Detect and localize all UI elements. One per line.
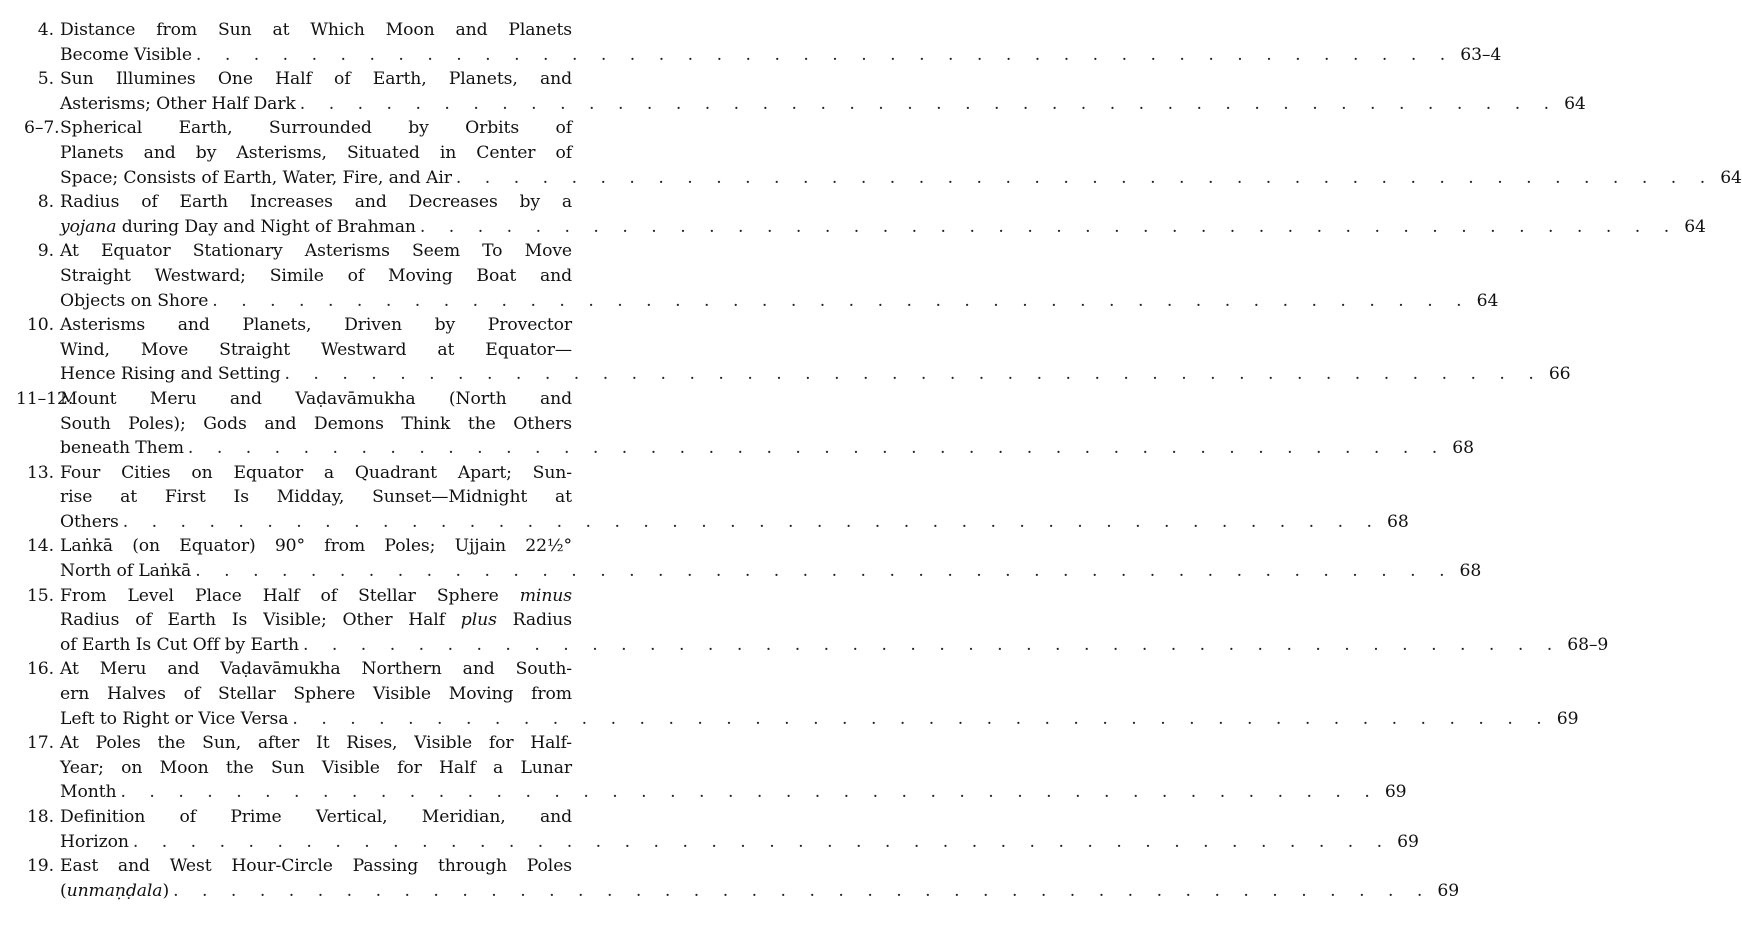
entry-title-line: At Poles the Sun, after It Rises, Visible for Half-: [60, 733, 572, 754]
entry-title-line: Asterisms; Other Half Dark: [60, 93, 296, 114]
entry-number: 14.: [26, 536, 54, 557]
page-number: 66: [1548, 364, 1571, 385]
entry-title-line: Month: [60, 782, 117, 803]
entry-title-last-line: [60, 510, 1409, 535]
toc-entry: [24, 534, 1482, 583]
entry-title-line: Left to Right or Vice Versa: [60, 708, 289, 729]
dot-leader: . . . . . . . . . . . . . . . . . . . . . . . . . . . . . . . . . . . . . . . . . . . .: [120, 782, 1379, 803]
dot-leader: . . . . . . . . . . . . . . . . . . . . . . . . . . . . . . . . . . . . . . . . . . . .: [292, 708, 1551, 729]
toc-entry: [24, 313, 1571, 387]
entry-title-line: Wind, Move Straight Westward at Equator—: [60, 339, 572, 360]
toc-entry: [24, 461, 1409, 535]
entry-title-line: Objects on Shore: [60, 290, 209, 311]
entry-title-line: Four Cities on Equator a Quadrant Apart; Sun-: [60, 462, 572, 483]
toc-entry: [16, 387, 1474, 461]
entry-title-last-line: [60, 879, 1460, 904]
entry-number: 6–7.: [24, 118, 60, 139]
entry-title-line: Planets and by Asterisms, Situated in Center of: [60, 142, 572, 163]
entry-title-line: Laṅkā (on Equator) 90° from Poles; Ujjain 22½°: [60, 536, 572, 557]
entry-title-line: rise at First Is Midday, Sunset—Midnight at: [60, 487, 572, 508]
entry-number: 8.: [37, 192, 54, 213]
entry-title-line: Hence Rising and Setting: [60, 364, 281, 385]
entry-title-line: At Equator Stationary Asterisms Seem To Move: [60, 241, 572, 262]
entry-title-line: Become Visible: [60, 44, 192, 65]
entry-title-line: ern Halves of Stellar Sphere Visible Moving from: [60, 684, 572, 705]
dot-leader: . . . . . . . . . . . . . . . . . . . . . . . . . . . . . . . . . . . . . . . . . . . .: [212, 290, 1471, 311]
page-number: 69: [1397, 831, 1419, 852]
entry-title-line: Others: [60, 511, 119, 532]
toc-entry: [24, 239, 1499, 313]
page-number: 64: [1684, 216, 1706, 237]
entry-title-line: At Meru and Vaḍavāmukha Northern and South-: [60, 659, 572, 680]
entry-title-line: beneath Them: [60, 438, 184, 459]
page-number: 69: [1384, 782, 1407, 803]
entry-title-line: Straight Westward; Simile of Moving Boat and: [60, 265, 572, 286]
entry-number: 16.: [26, 659, 54, 680]
entry-title-line: Mount Meru and Vaḍavāmukha (North and: [60, 388, 572, 409]
entry-title-line: Spherical Earth, Surrounded by Orbits of: [60, 118, 572, 139]
entry-title-last-line: [60, 92, 1586, 117]
entry-title-last-line: [60, 830, 1419, 855]
dot-leader: . . . . . . . . . . . . . . . . . . . . . . . . . . . . . . . . . . . . . . . . . . . .: [122, 511, 1382, 532]
dot-leader: . . . . . . . . . . . . . . . . . . . . . . . . . . . . . . . . . . . . . . . . . . . .: [187, 438, 1447, 459]
entry-title-last-line: [60, 43, 1502, 68]
dot-leader: . . . . . . . . . . . . . . . . . . . . . . . . . . . . . . . . . . . . . . . . . . . .: [195, 44, 1455, 65]
entry-title-last-line: [60, 362, 1571, 387]
page-number: 68: [1452, 438, 1474, 459]
entry-number: 10.: [26, 315, 54, 336]
toc-entry: [24, 805, 1419, 854]
entry-title-line: Sun Illumines One Half of Earth, Planets, and: [60, 69, 572, 90]
page-number: 64: [1720, 167, 1742, 188]
entry-title-last-line: [60, 559, 1482, 584]
toc-entry: [24, 584, 1609, 658]
page-number: 68: [1387, 511, 1409, 532]
toc-entry: [24, 731, 1407, 805]
entry-title-line: North of Laṅkā: [60, 561, 192, 582]
dot-leader: . . . . . . . . . . . . . . . . . . . . . . . . . . . . . . . . . . . . . . . . . . . .: [302, 634, 1562, 655]
page-number: 68–9: [1567, 634, 1609, 655]
entry-number: 13.: [26, 462, 54, 483]
entry-title-line: yojana during Day and Night of Brahman: [60, 216, 416, 237]
entry-title-last-line: [60, 780, 1407, 805]
entry-title-line: Year; on Moon the Sun Visible for Half a Lunar: [60, 757, 572, 778]
entry-title-last-line: [60, 289, 1499, 314]
page-number: 64: [1564, 93, 1586, 114]
dot-leader: . . . . . . . . . . . . . . . . . . . . . . . . . . . . . . . . . . . . . . . . . . . .: [173, 880, 1432, 901]
page-number: 69: [1556, 708, 1579, 729]
entry-number: 17.: [26, 733, 54, 754]
entry-title-line: Asterisms and Planets, Driven by Provector: [60, 315, 572, 336]
entry-title-line: Horizon: [60, 831, 129, 852]
entry-title-last-line: [60, 215, 1706, 240]
dot-leader: . . . . . . . . . . . . . . . . . . . . . . . . . . . . . . . . . . . . . . . . . . . .: [284, 364, 1543, 385]
page-number: 69: [1437, 880, 1460, 901]
entry-title-last-line: [60, 707, 1579, 732]
toc-entry: [24, 854, 1460, 903]
entry-number: 4.: [37, 20, 54, 40]
entry-title-line: Space; Consists of Earth, Water, Fire, and Air: [60, 167, 452, 188]
entry-title-line: East and West Hour-Circle Passing through Poles: [60, 856, 572, 877]
toc-entry: [24, 116, 1742, 190]
dot-leader: . . . . . . . . . . . . . . . . . . . . . . . . . . . . . . . . . . . . . . . . . . . .: [419, 216, 1679, 237]
entry-title-last-line: [60, 436, 1474, 461]
toc-entry: [24, 657, 1579, 731]
dot-leader: . . . . . . . . . . . . . . . . . . . . . . . . . . . . . . . . . . . . . . . . . . . .: [299, 93, 1559, 114]
entry-title-last-line: [60, 166, 1742, 191]
entry-title-line: Radius of Earth Increases and Decreases by a: [60, 192, 572, 213]
entry-title-line: Definition of Prime Vertical, Meridian, and: [60, 807, 572, 827]
dot-leader: . . . . . . . . . . . . . . . . . . . . . . . . . . . . . . . . . . . . . . . . . . . .: [132, 831, 1392, 852]
entry-number: 15.: [26, 585, 54, 606]
page-number: 68: [1459, 561, 1482, 582]
entry-title-line: (unmaṇḍala): [60, 880, 170, 901]
entry-number: 18.: [26, 807, 54, 827]
entry-number: 11–12.: [16, 388, 74, 409]
page-number: 63–4: [1460, 44, 1502, 65]
toc-entry: [24, 67, 1586, 116]
entry-title-line: Distance from Sun at Which Moon and Planets: [60, 20, 572, 40]
dot-leader: . . . . . . . . . . . . . . . . . . . . . . . . . . . . . . . . . . . . . . . . . . . .: [455, 167, 1715, 188]
toc-entry: [24, 190, 1706, 239]
entry-number: 19.: [26, 856, 54, 877]
entry-title-line: Radius of Earth Is Visible; Other Half plus Radius: [60, 610, 572, 631]
entry-title-line: South Poles); Gods and Demons Think the Others: [60, 413, 572, 434]
toc-entry: [24, 18, 1502, 67]
page-number: 64: [1476, 290, 1499, 311]
entry-title-line: From Level Place Half of Stellar Sphere minus: [60, 585, 572, 606]
dot-leader: . . . . . . . . . . . . . . . . . . . . . . . . . . . . . . . . . . . . . . . . . . . .: [195, 561, 1454, 582]
entry-title-line: of Earth Is Cut Off by Earth: [60, 634, 299, 655]
entry-number: 9.: [37, 241, 54, 262]
entry-number: 5.: [37, 69, 54, 90]
entry-title-last-line: [60, 633, 1609, 658]
